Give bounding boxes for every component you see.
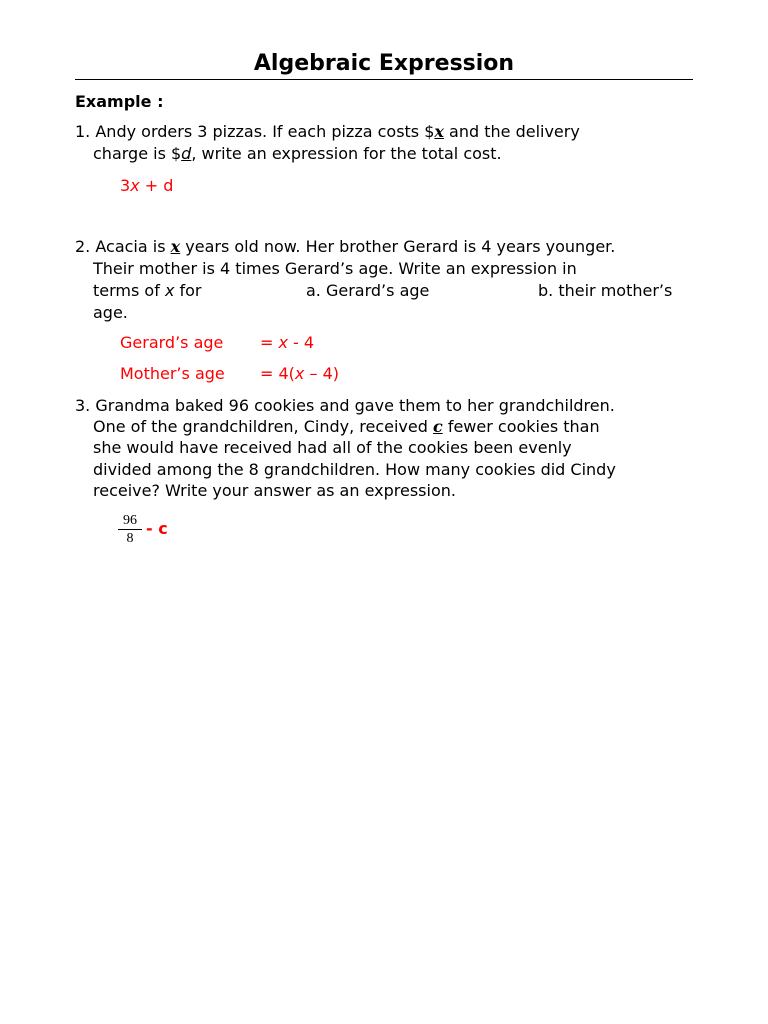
q1-answer-x: x [130, 176, 140, 195]
q1-answer-rest: + d [139, 176, 174, 195]
fraction-numerator: 96 [118, 513, 142, 530]
q2-text: for [174, 281, 202, 300]
q1-answer-coef: 3 [120, 176, 131, 195]
q1-text: , write an expression for the total cost. [191, 144, 502, 163]
q3-line-5: receive? Write your answer as an expression. [93, 481, 456, 500]
page-title: Algebraic Expression [253, 51, 515, 76]
q2-answer-2-expression [260, 363, 339, 385]
q2-variable-x-italic: x [164, 281, 175, 300]
q3-answer-rest: - c [146, 519, 168, 538]
q2-text: 2. Acacia is [75, 237, 171, 256]
q3-text: One of the grandchildren, Cindy, received [93, 417, 433, 436]
example-label: Example : [75, 92, 164, 111]
q3-variable-c: c [432, 417, 443, 436]
q1-text: 1. Andy orders 3 pizzas. If each pizza costs $ [75, 122, 435, 141]
q2-answer-1-x: x [278, 333, 288, 352]
q3-line-1: 3. Grandma baked 96 cookies and gave them to her grandchildren. [75, 396, 615, 415]
q3-text: fewer cookies than [442, 417, 600, 436]
q1-variable-x: x [434, 122, 444, 141]
q2-part-b: b. their mother’s [538, 281, 673, 300]
title-divider [75, 79, 693, 80]
q2-answer-2-rest: – 4) [304, 364, 339, 383]
q1-variable-d: d [181, 144, 192, 163]
q1-line-2 [93, 143, 502, 165]
q2-variable-x: x [170, 237, 181, 256]
q1-answer [120, 175, 173, 197]
q2-line-3 [93, 280, 202, 302]
q2-answer-2-label: Mother’s age [120, 364, 225, 383]
q3-line-2 [93, 416, 600, 438]
q1-text: and the delivery [443, 122, 580, 141]
q2-text: years old now. Her brother Gerard is 4 years younger. [180, 237, 616, 256]
q2-line-2: Their mother is 4 times Gerard’s age. Write an expression in [93, 259, 577, 278]
q3-answer-fraction [118, 513, 142, 547]
fraction-denominator: 8 [126, 531, 134, 546]
q2-part-a: a. Gerard’s age [306, 281, 430, 300]
q2-answer-1-rest: - 4 [287, 333, 315, 352]
q1-text: charge is $ [93, 144, 182, 163]
q2-answer-1-expression [260, 332, 314, 354]
q2-answer-2-x: x [294, 364, 305, 383]
q2-answer-1-eq: = [260, 333, 279, 352]
q2-line-4: age. [93, 303, 128, 322]
q2-answer-2-eq: = 4( [260, 364, 295, 383]
q1-line-1 [75, 121, 580, 143]
q3-line-3: she would have received had all of the cookies been evenly [93, 438, 572, 457]
q2-text: terms of [93, 281, 165, 300]
q3-line-4: divided among the 8 grandchildren. How many cookies did Cindy [93, 460, 616, 479]
q2-line-1 [75, 236, 615, 258]
q2-answer-1-label: Gerard’s age [120, 333, 224, 352]
